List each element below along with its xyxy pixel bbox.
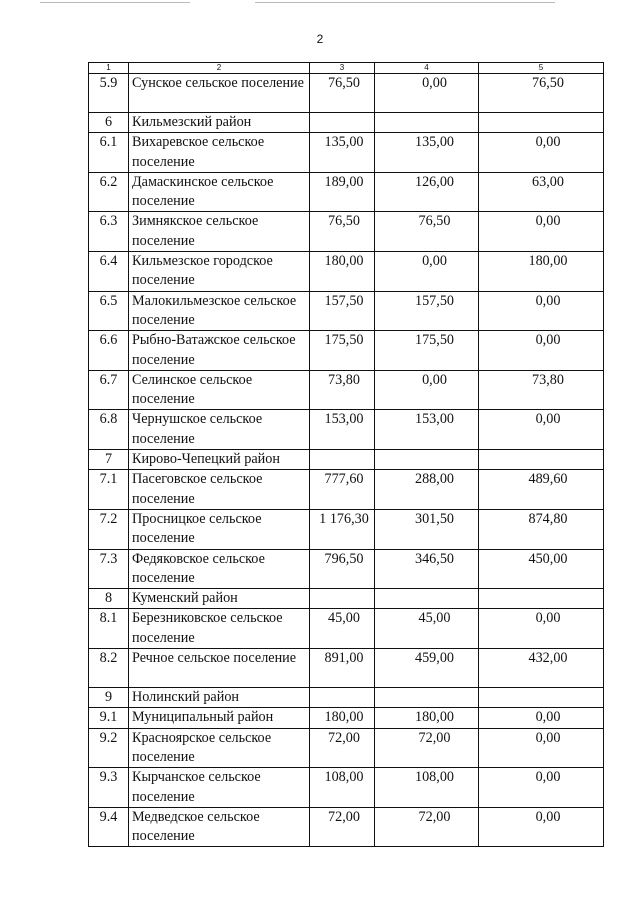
column-4-value (375, 589, 479, 609)
column-5-value: 76,50 (479, 74, 604, 113)
table-row (89, 688, 604, 708)
column-3-value: 175,50 (310, 331, 375, 371)
column-3-value: 135,00 (310, 133, 375, 173)
row-number-cell: 6 (89, 113, 129, 133)
row-name-cell: Речное сельское поселение (129, 649, 310, 688)
column-number: 5 (479, 63, 604, 74)
column-3-value (310, 688, 375, 708)
row-name-cell: Пасеговское сельское поселение (129, 470, 310, 510)
row-number-cell: 8 (89, 589, 129, 609)
row-number-cell: 7 (89, 450, 129, 470)
table-row (89, 370, 604, 410)
table-row (89, 113, 604, 133)
row-name-cell: Куменский район (129, 589, 310, 609)
row-name-cell: Кильмезский район (129, 113, 310, 133)
row-name-cell: Кильмезское городское поселение (129, 252, 310, 292)
column-5-value: 0,00 (479, 212, 604, 252)
row-number-cell: 7.3 (89, 549, 129, 589)
row-number-cell: 6.3 (89, 212, 129, 252)
column-4-value: 135,00 (375, 133, 479, 173)
column-5-value: 0,00 (479, 768, 604, 808)
column-4-value: 301,50 (375, 509, 479, 549)
row-name-cell: Красноярское сельское поселение (129, 728, 310, 768)
column-5-value: 63,00 (479, 172, 604, 212)
column-4-value: 72,00 (375, 728, 479, 768)
column-5-value: 0,00 (479, 728, 604, 768)
column-3-value: 76,50 (310, 74, 375, 113)
row-number-cell: 8.1 (89, 609, 129, 649)
column-4-value (375, 450, 479, 470)
table-row (89, 708, 604, 728)
column-5-value: 489,60 (479, 470, 604, 510)
table-row (89, 589, 604, 609)
column-3-value: 45,00 (310, 609, 375, 649)
column-4-value: 45,00 (375, 609, 479, 649)
row-number-cell: 9 (89, 688, 129, 708)
row-number-cell: 6.4 (89, 252, 129, 292)
column-4-value: 108,00 (375, 768, 479, 808)
column-3-value: 180,00 (310, 708, 375, 728)
scan-edge-line (255, 2, 555, 3)
table-row (89, 470, 604, 510)
column-number: 2 (129, 63, 310, 74)
column-3-value: 72,00 (310, 807, 375, 847)
row-number-cell: 6.1 (89, 133, 129, 173)
table-row (89, 728, 604, 768)
row-number-cell: 9.3 (89, 768, 129, 808)
column-4-value: 346,50 (375, 549, 479, 589)
row-name-cell: Чернушское сельское поселение (129, 410, 310, 450)
row-number-cell: 6.2 (89, 172, 129, 212)
column-5-value: 0,00 (479, 291, 604, 331)
column-5-value: 0,00 (479, 331, 604, 371)
allocation-table (88, 62, 604, 847)
column-5-value (479, 113, 604, 133)
table-row (89, 331, 604, 371)
column-4-value: 157,50 (375, 291, 479, 331)
column-5-value: 0,00 (479, 609, 604, 649)
column-5-value: 450,00 (479, 549, 604, 589)
column-5-value: 432,00 (479, 649, 604, 688)
column-number: 3 (310, 63, 375, 74)
column-5-value: 73,80 (479, 370, 604, 410)
table-row (89, 133, 604, 173)
row-name-cell: Муниципальный район (129, 708, 310, 728)
column-3-value: 777,60 (310, 470, 375, 510)
row-name-cell: Березниковское сельское поселение (129, 609, 310, 649)
row-name-cell: Нолинский район (129, 688, 310, 708)
column-3-value: 796,50 (310, 549, 375, 589)
table-row (89, 252, 604, 292)
table-row (89, 807, 604, 847)
row-number-cell: 9.2 (89, 728, 129, 768)
row-number-cell: 7.2 (89, 509, 129, 549)
column-5-value: 0,00 (479, 708, 604, 728)
row-name-cell: Рыбно-Ватажское сельское поселение (129, 331, 310, 371)
column-3-value (310, 589, 375, 609)
row-name-cell: Селинское сельское поселение (129, 370, 310, 410)
column-3-value (310, 113, 375, 133)
column-4-value: 288,00 (375, 470, 479, 510)
column-5-value: 874,80 (479, 509, 604, 549)
row-number-cell: 6.7 (89, 370, 129, 410)
table-row (89, 768, 604, 808)
column-3-value (310, 450, 375, 470)
column-5-value (479, 688, 604, 708)
row-number-cell: 6.5 (89, 291, 129, 331)
column-4-value: 153,00 (375, 410, 479, 450)
column-number-row (89, 63, 604, 74)
row-name-cell: Кирово-Чепецкий район (129, 450, 310, 470)
table-row (89, 609, 604, 649)
row-name-cell: Малокильмезское сельское поселение (129, 291, 310, 331)
column-4-value: 459,00 (375, 649, 479, 688)
column-4-value: 0,00 (375, 74, 479, 113)
column-4-value: 0,00 (375, 252, 479, 292)
column-3-value: 73,80 (310, 370, 375, 410)
table-row (89, 509, 604, 549)
scan-edge-line (40, 2, 190, 3)
column-4-value (375, 688, 479, 708)
table-row (89, 450, 604, 470)
row-number-cell: 9.1 (89, 708, 129, 728)
column-3-value: 108,00 (310, 768, 375, 808)
column-5-value: 0,00 (479, 133, 604, 173)
column-4-value: 0,00 (375, 370, 479, 410)
row-name-cell: Вихаревское сельское поселение (129, 133, 310, 173)
row-number-cell: 6.8 (89, 410, 129, 450)
table-row (89, 549, 604, 589)
column-3-value: 72,00 (310, 728, 375, 768)
column-5-value (479, 450, 604, 470)
column-5-value: 180,00 (479, 252, 604, 292)
column-3-value: 189,00 (310, 172, 375, 212)
column-3-value: 153,00 (310, 410, 375, 450)
table-row (89, 212, 604, 252)
row-name-cell: Дамаскинское сельское поселение (129, 172, 310, 212)
row-name-cell: Зимнякское сельское поселение (129, 212, 310, 252)
table-row (89, 649, 604, 688)
row-name-cell: Просницкое сельское поселение (129, 509, 310, 549)
column-4-value (375, 113, 479, 133)
row-number-cell: 6.6 (89, 331, 129, 371)
column-number: 1 (89, 63, 129, 74)
column-4-value: 76,50 (375, 212, 479, 252)
row-name-cell: Медведское сельское поселение (129, 807, 310, 847)
row-number-cell: 8.2 (89, 649, 129, 688)
column-4-value: 180,00 (375, 708, 479, 728)
column-3-value: 891,00 (310, 649, 375, 688)
column-3-value: 180,00 (310, 252, 375, 292)
table-row (89, 74, 604, 113)
column-4-value: 126,00 (375, 172, 479, 212)
column-5-value: 0,00 (479, 807, 604, 847)
column-4-value: 175,50 (375, 331, 479, 371)
row-name-cell: Федяковское сельское поселение (129, 549, 310, 589)
row-number-cell: 5.9 (89, 74, 129, 113)
page-number: 2 (316, 32, 324, 46)
column-5-value (479, 589, 604, 609)
row-name-cell: Кырчанское сельское поселение (129, 768, 310, 808)
column-3-value: 76,50 (310, 212, 375, 252)
row-name-cell: Сунское сельское поселение (129, 74, 310, 113)
table-row (89, 410, 604, 450)
table-row (89, 172, 604, 212)
row-number-cell: 9.4 (89, 807, 129, 847)
column-3-value: 1 176,30 (310, 509, 375, 549)
table-row (89, 291, 604, 331)
row-number-cell: 7.1 (89, 470, 129, 510)
column-3-value: 157,50 (310, 291, 375, 331)
column-number: 4 (375, 63, 479, 74)
table-body (89, 63, 604, 847)
column-4-value: 72,00 (375, 807, 479, 847)
column-5-value: 0,00 (479, 410, 604, 450)
